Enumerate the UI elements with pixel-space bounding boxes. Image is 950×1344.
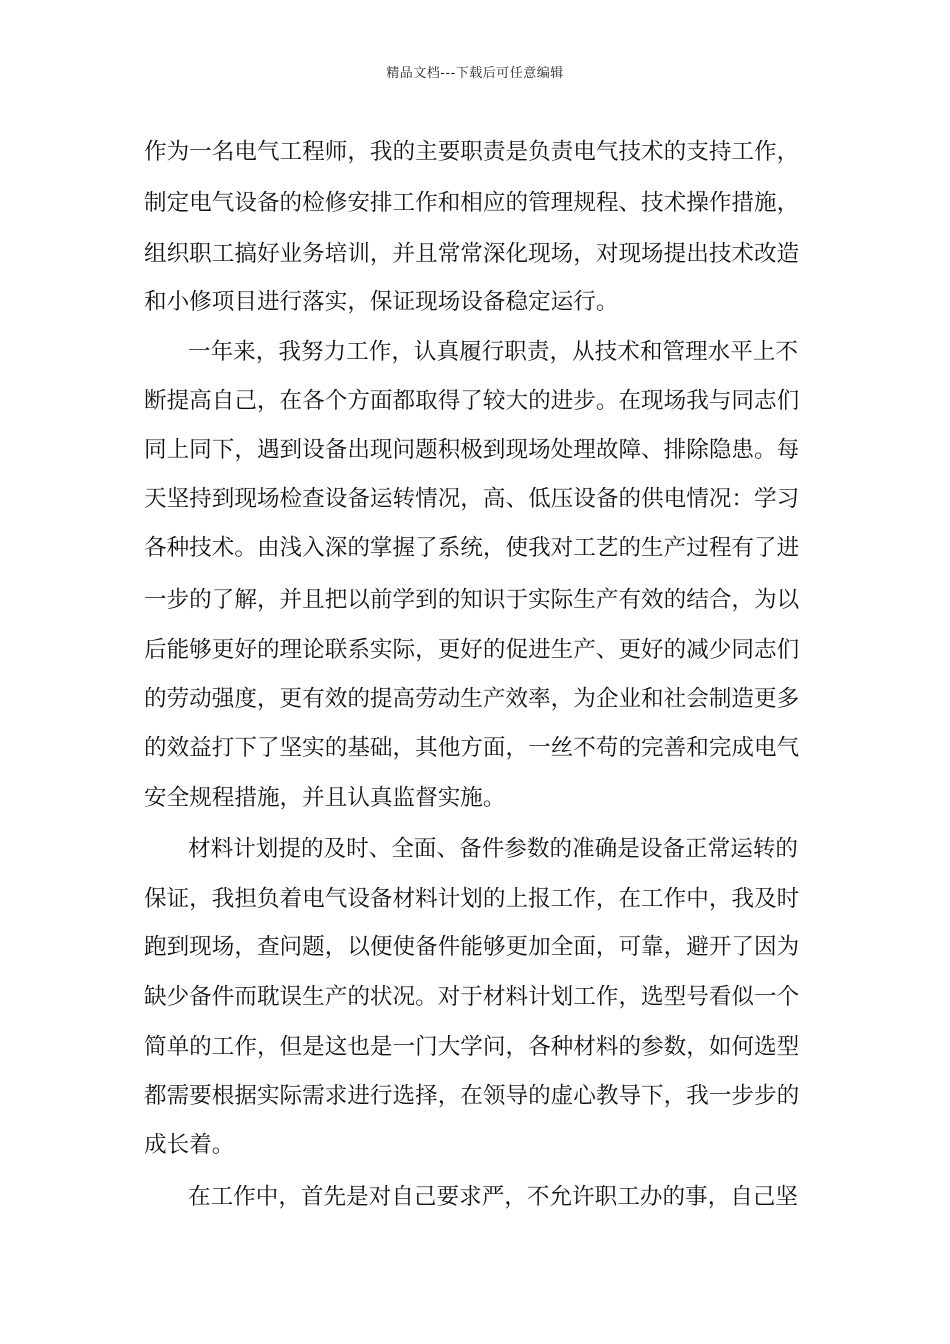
text-line: 都需要根据实际需求进行选择，在领导的虚心教导下，我一步步的 xyxy=(144,1083,800,1109)
text-line: 组织职工搞好业务培训，并且常常深化现场，对现场提出技术改造 xyxy=(144,241,800,267)
text-line: 跑到现场，查问题，以便使备件能够更加全面，可靠，避开了因为 xyxy=(144,934,800,960)
text-line: 成长着。 xyxy=(144,1132,235,1158)
text-line: 的劳动强度，更有效的提高劳动生产效率，为企业和社会制造更多 xyxy=(144,686,800,712)
text-line: 制定电气设备的检修安排工作和相应的管理规程、技术操作措施， xyxy=(144,190,800,216)
text-line: 一年来，我努力工作，认真履行职责，从技术和管理水平上不 xyxy=(188,339,799,365)
text-line: 材料计划提的及时、全面、备件参数的准确是设备正常运转的 xyxy=(188,836,799,862)
text-line: 断提高自己，在各个方面都取得了较大的进步。在现场我与同志们 xyxy=(144,388,800,414)
text-line: 在工作中，首先是对自己要求严，不允许职工办的事，自己坚 xyxy=(188,1184,799,1210)
text-line: 同上同下，遇到设备出现问题积极到现场处理故障、排除隐患。每 xyxy=(144,437,800,463)
text-line: 一步的了解，并且把以前学到的知识于实际生产有效的结合，为以 xyxy=(144,587,800,613)
text-line: 作为一名电气工程师，我的主要职责是负责电气技术的支持工作， xyxy=(144,139,800,165)
text-line: 各种技术。由浅入深的掌握了系统，使我对工艺的生产过程有了进 xyxy=(144,535,800,561)
text-line: 后能够更好的理论联系实际，更好的促进生产、更好的减少同志们 xyxy=(144,637,800,663)
text-line: 和小修项目进行落实，保证现场设备稳定运行。 xyxy=(144,289,619,315)
text-line: 缺少备件而耽误生产的状况。对于材料计划工作，选型号看似一个 xyxy=(144,984,800,1010)
text-line: 简单的工作，但是这也是一门大学问，各种材料的参数，如何选型 xyxy=(144,1034,800,1060)
text-line: 的效益打下了坚实的基础，其他方面，一丝不苟的完善和完成电气 xyxy=(144,735,800,761)
text-line: 保证，我担负着电气设备材料计划的上报工作，在工作中，我及时 xyxy=(144,886,800,912)
text-line: 天坚持到现场检查设备运转情况，高、低压设备的供电情况：学习 xyxy=(144,486,800,512)
page-header: 精品文档---下载后可任意编辑 xyxy=(386,66,564,81)
text-line: 安全规程措施，并且认真监督实施。 xyxy=(144,785,506,811)
